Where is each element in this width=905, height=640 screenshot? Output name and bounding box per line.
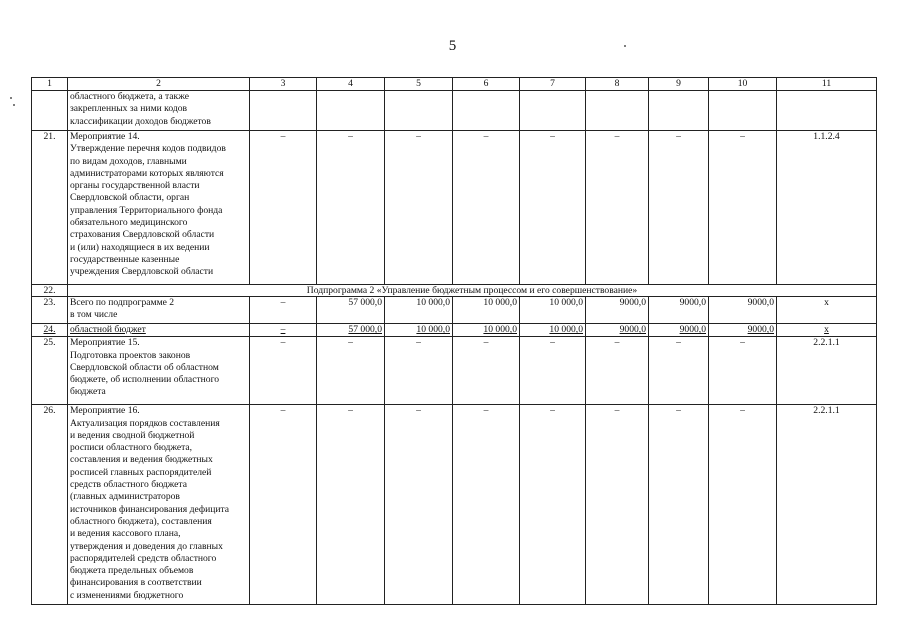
value-cell: –: [586, 131, 649, 285]
row-description: [68, 131, 250, 285]
table-row: [32, 405, 877, 605]
value-cell: –: [586, 405, 649, 605]
description-line: Мероприятие 15.: [70, 337, 140, 349]
scan-speck: [13, 104, 15, 106]
description-line: Свердловской области, орган: [70, 192, 190, 204]
value-cell: –: [709, 405, 777, 605]
header-cell: 5: [385, 78, 453, 91]
description-line: администраторами которых являются: [70, 167, 224, 179]
description-line: (главных администраторов: [70, 491, 180, 503]
row-number: [32, 91, 68, 131]
header-cell: 10: [709, 78, 777, 91]
value-cell: –: [709, 337, 777, 405]
target-code: 2.2.1.1: [777, 337, 877, 405]
value-cell: 9000,0: [649, 297, 709, 324]
description-line: источников финансирования дефицита: [70, 503, 230, 515]
value-cell: 10 000,0: [453, 324, 520, 337]
value-cell: –: [453, 131, 520, 285]
description-line: финансирования в соответствии: [70, 577, 202, 589]
value-cell: [385, 91, 453, 131]
description-line: страхования Свердловской области: [70, 229, 215, 241]
description-line: и ведения кассового плана,: [70, 528, 181, 540]
value-cell: –: [317, 337, 385, 405]
description-line: и ведения сводной бюджетной: [70, 429, 195, 441]
description-line: Мероприятие 16.: [70, 405, 140, 417]
target-code: х: [777, 324, 877, 337]
header-cell: 6: [453, 78, 520, 91]
description-line: Утверждение перечня кодов подвидов: [70, 143, 226, 155]
value-cell: 10 000,0: [385, 324, 453, 337]
scan-speck: [624, 45, 626, 47]
row-description: [68, 91, 250, 131]
value-cell: –: [317, 131, 385, 285]
page-number: 5: [448, 38, 457, 54]
value-cell: –: [649, 131, 709, 285]
value-cell: –: [649, 337, 709, 405]
description-line: классификации доходов бюджетов: [70, 115, 211, 127]
description-line: органы государственной власти: [70, 180, 200, 192]
value-cell: [586, 91, 649, 131]
subprogram-title: Подпрограмма 2 «Управление бюджетным процессом и его совершенствование»: [68, 285, 877, 297]
value-cell: –: [586, 337, 649, 405]
row-number: 23.: [32, 297, 68, 324]
header-cell: 4: [317, 78, 385, 91]
row-number: 22.: [32, 285, 68, 297]
description-line: бюджете, об исполнении областного: [70, 374, 220, 386]
description-line: средств областного бюджета: [70, 479, 187, 491]
description-line: управления Территориального фонда: [70, 204, 223, 216]
header-cell: 8: [586, 78, 649, 91]
value-cell: –: [317, 405, 385, 605]
description-line: распорядителей средств областного: [70, 552, 217, 564]
table-row: [32, 337, 877, 405]
value-cell: 10 000,0: [385, 297, 453, 324]
description-line: Мероприятие 14.: [70, 131, 140, 142]
value-cell: 10 000,0: [453, 297, 520, 324]
target-code: 1.1.2.4: [777, 131, 877, 285]
value-cell: –: [649, 405, 709, 605]
row-number: 26.: [32, 405, 68, 605]
row-description: [68, 405, 250, 605]
value-cell: [317, 91, 385, 131]
header-cell: 11: [777, 78, 877, 91]
value-cell: 9000,0: [709, 297, 777, 324]
description-line: с изменениями бюджетного: [70, 589, 184, 601]
value-cell: –: [453, 337, 520, 405]
description-line: росписи областного бюджета,: [70, 442, 193, 454]
description-line: учреждения Свердловской области: [70, 266, 214, 278]
value-cell: [649, 91, 709, 131]
description-line: и (или) находящиеся в их ведении: [70, 241, 210, 253]
value-cell: –: [520, 405, 586, 605]
table-row: [32, 131, 877, 285]
description-line: бюджета предельных объемов: [70, 565, 194, 577]
table-row: [32, 285, 877, 297]
header-cell: 7: [520, 78, 586, 91]
value-cell: –: [709, 131, 777, 285]
description-line: Подготовка проектов законов: [70, 349, 191, 361]
value-cell: –: [520, 337, 586, 405]
value-cell: 57 000,0: [317, 297, 385, 324]
value-cell: –: [250, 405, 317, 605]
target-code: 2.2.1.1: [777, 405, 877, 605]
value-cell: [453, 91, 520, 131]
header-cell: 2: [68, 78, 250, 91]
description-line: по видам доходов, главными: [70, 155, 187, 167]
description-line: утверждения и доведения до главных: [70, 540, 223, 552]
description-line: росписей главных распорядителей: [70, 466, 212, 478]
value-cell: [709, 91, 777, 131]
target-code: х: [777, 297, 877, 324]
row-number: 25.: [32, 337, 68, 405]
row-description: [68, 337, 250, 405]
scan-speck: [10, 97, 12, 99]
target-code: [777, 91, 877, 131]
description-line: областного бюджета), составления: [70, 515, 212, 527]
description-line: областной бюджет: [70, 324, 146, 335]
description-line: областного бюджета, а также: [70, 91, 189, 102]
value-cell: 10 000,0: [520, 297, 586, 324]
value-cell: 9000,0: [586, 297, 649, 324]
description-line: закрепленных за ними кодов: [70, 103, 188, 115]
header-row: [32, 78, 877, 91]
value-cell: –: [250, 131, 317, 285]
value-cell: –: [520, 131, 586, 285]
row-number: 21.: [32, 131, 68, 285]
description-line: бюджета: [70, 386, 106, 398]
description-line: Свердловской области об областном: [70, 361, 219, 373]
value-cell: –: [453, 405, 520, 605]
description-line: Актуализация порядков составления: [70, 417, 220, 429]
row-description: [68, 297, 250, 324]
header-cell: 3: [250, 78, 317, 91]
value-cell: –: [385, 405, 453, 605]
value-cell: –: [250, 337, 317, 405]
row-description: [68, 324, 250, 337]
row-number: 24.: [32, 324, 68, 337]
budget-table: [31, 77, 877, 605]
header-cell: 9: [649, 78, 709, 91]
value-cell: –: [250, 324, 317, 337]
description-line: составления и ведения бюджетных: [70, 454, 213, 466]
value-cell: –: [250, 297, 317, 324]
value-cell: [250, 91, 317, 131]
value-cell: 10 000,0: [520, 324, 586, 337]
table-row: [32, 297, 877, 324]
description-line: государственные казенные: [70, 253, 180, 265]
value-cell: 9000,0: [709, 324, 777, 337]
value-cell: 57 000,0: [317, 324, 385, 337]
description-line: в том числе: [70, 309, 118, 321]
value-cell: –: [385, 131, 453, 285]
value-cell: 9000,0: [586, 324, 649, 337]
value-cell: –: [385, 337, 453, 405]
description-line: Всего по подпрограмме 2: [70, 297, 175, 308]
header-cell: 1: [32, 78, 68, 91]
value-cell: 9000,0: [649, 324, 709, 337]
description-line: обязательного медицинского: [70, 217, 188, 229]
table-row: [32, 324, 877, 337]
table-row: [32, 91, 877, 131]
value-cell: [520, 91, 586, 131]
